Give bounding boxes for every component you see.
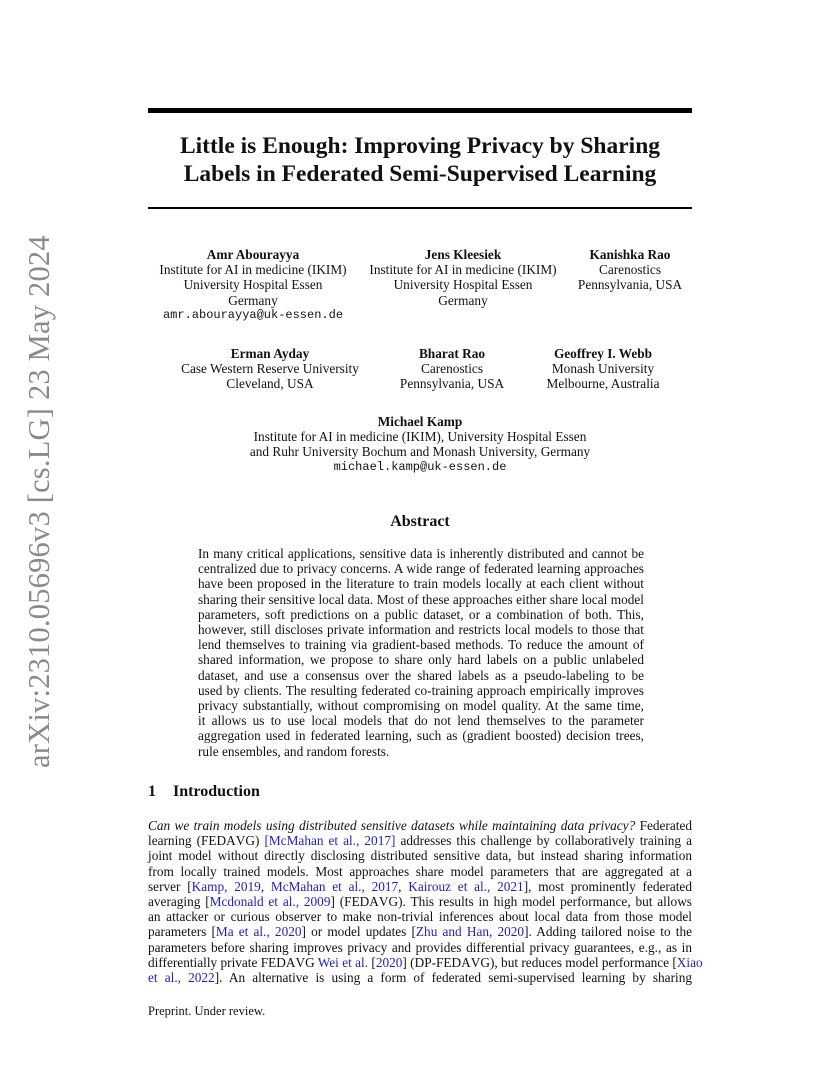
intro-text: ). This results in high model performance, but allows	[398, 894, 692, 910]
intro-text: server [	[148, 878, 192, 894]
abstract-line: aggregation used in federated learning, such as (gradient boosted) decision trees,	[198, 728, 644, 744]
intro-line: an attacker or curious observer to make non-trivial inferences about local data from those model	[148, 909, 692, 925]
intro-text: ] (DP-F	[402, 954, 444, 970]
author-affiliation: University Hospital Essen	[393, 277, 533, 293]
author-block	[538, 346, 668, 392]
intro-text: ] or model updates [	[301, 924, 416, 940]
author-block	[365, 247, 561, 308]
abstract-line: sharing their sensitive local data. Most of these approaches either share local model	[198, 591, 644, 607]
title-line-1: Little is Enough: Improving Privacy by Sharing	[179, 133, 661, 159]
intro-text: A	[461, 954, 471, 970]
intro-text: A	[226, 833, 236, 849]
title-rule-bottom	[148, 207, 692, 209]
intro-line	[148, 894, 692, 909]
intro-line	[148, 833, 692, 848]
author-affiliation: Germany	[438, 292, 488, 308]
abstract-line: lend themselves to training via gradient-based methods. To reduce the amount of	[198, 637, 644, 653]
author-affiliation: Cleveland, USA	[226, 376, 314, 392]
citation-link[interactable]: 2020	[375, 954, 403, 970]
intro-line	[148, 970, 692, 985]
intro-text: VG	[235, 833, 255, 849]
section-heading	[148, 783, 260, 801]
abstract-line: privacy substantially, without compromising on model quality. At the same time,	[198, 698, 644, 714]
author-affiliation: Melbourne, Australia	[546, 376, 660, 392]
intro-text: VG	[378, 894, 399, 910]
author-affiliation: Institute for AI in medicine (IKIM), University Hospital Essen	[253, 429, 587, 445]
abstract-line: used by clients. The resulting federated co-training approach empirically improves	[198, 682, 644, 698]
intro-text: ] (F	[330, 894, 352, 910]
author-affiliation: Carenostics	[598, 262, 662, 278]
intro-text: ]. Adding tailored noise to the	[524, 924, 692, 940]
author-affiliation: Institute for AI in medicine (IKIM)	[159, 262, 347, 278]
intro-line: from locally trained models. Most approaches share model parameters that are aggregated at a	[148, 863, 692, 879]
intro-line: parameters before sharing improves privacy and provides differential privacy guarantees, e.g., as in	[148, 939, 692, 955]
arxiv-stamp[interactable]: arXiv:2310.05696v3 [cs.LG] 23 May 2024	[22, 235, 56, 768]
author-name: Kanishka Rao	[589, 247, 671, 262]
abstract-line: In many critical applications, sensitive data is inherently distributed and cannot be	[198, 546, 644, 561]
intro-line	[148, 879, 692, 894]
author-block	[570, 247, 690, 293]
abstract-line: centralized due to privacy concerns. A wide range of federated learning approaches	[198, 561, 644, 577]
author-email[interactable]: amr.abourayya@uk-essen.de	[162, 307, 344, 322]
intro-body	[148, 818, 703, 986]
intro-text: differentially private F	[148, 954, 269, 970]
citation-link[interactable]: Wei et al.	[317, 954, 369, 970]
title-rule-top	[148, 108, 692, 113]
intro-text: ED	[443, 954, 462, 970]
citation-link[interactable]: Kairouz et al., 2021	[408, 878, 524, 894]
intro-text: ED	[268, 954, 286, 970]
author-name: Michael Kamp	[377, 414, 463, 429]
author-affiliation: Institute for AI in medicine (IKIM)	[369, 262, 557, 278]
abstract-body	[198, 546, 644, 759]
title-line-2: Labels in Federated Semi-Supervised Learning	[183, 161, 657, 187]
citation-link[interactable]: [McMahan et al., 2017]	[264, 833, 396, 849]
paper-title	[148, 132, 692, 188]
abstract-line: parameters, soft predictions on a public dataset, or a combination of both. This,	[198, 606, 644, 622]
intro-text: ,	[398, 878, 409, 894]
section-title: Introduction	[173, 783, 260, 800]
intro-line	[148, 818, 692, 833]
intro-text: VG	[470, 954, 490, 970]
author-email[interactable]: michael.kamp@uk-essen.de	[333, 459, 507, 474]
author-affiliation: Pennsylvania, USA	[577, 277, 683, 293]
author-affiliation: and Ruhr University Bochum and Monash University, Germany	[249, 444, 591, 460]
abstract-line: dataset, and use a consensus over the shared labels as a pseudo-labeling to be	[198, 667, 644, 683]
author-block	[172, 346, 368, 392]
abstract-line: it allows us to use local models that do not lend themselves to the parameter	[198, 713, 644, 729]
intro-text: ]. An alternative is using a form of federated semi-supervised learning by sharing	[214, 970, 692, 986]
citation-link[interactable]: Mcdonald et al., 2009	[209, 894, 331, 910]
citation-link[interactable]: Kamp, 2019	[191, 878, 261, 894]
intro-text: ED	[208, 833, 227, 849]
citation-link[interactable]: Xiao	[676, 954, 703, 970]
author-affiliation: Monash University	[551, 361, 655, 377]
citation-link[interactable]: Zhu and Han, 2020	[415, 924, 525, 940]
intro-text: addresses this challenge by collaboratively training a	[395, 833, 692, 849]
abstract-line: have been proposed in the literature to train models locally at each client without	[198, 576, 644, 592]
section-number: 1	[148, 783, 156, 800]
abstract-heading: Abstract	[390, 513, 450, 530]
footer-note: Preprint. Under review.	[148, 1004, 266, 1018]
intro-text: Federated	[635, 818, 693, 833]
intro-line: joint model without directly disclosing distributed sensitive data, but instead sharing information	[148, 848, 692, 864]
abstract-line: shared information, we propose to share only hard labels on a public unlabeled	[198, 652, 644, 668]
intro-line	[148, 954, 703, 970]
author-name: Amr Abourayya	[206, 247, 300, 262]
citation-link[interactable]: Ma et al., 2020	[215, 924, 302, 940]
intro-text: [	[368, 954, 376, 970]
research-question: Can we train models using distributed sensitive datasets while maintaining data privacy?	[148, 818, 636, 833]
intro-text: ], most prominently federated	[523, 878, 692, 894]
author-name: Erman Ayday	[230, 346, 310, 361]
intro-text: ), but reduces model performance [	[489, 954, 677, 970]
intro-text: parameters [	[148, 924, 216, 940]
author-block	[220, 414, 620, 475]
author-affiliation: Germany	[228, 292, 278, 308]
author-name: Bharat Rao	[418, 346, 486, 361]
intro-text: learning (F	[148, 833, 209, 849]
abstract-line: rule ensembles, and random forests.	[198, 743, 390, 759]
intro-text: averaging [	[148, 894, 210, 910]
author-block	[155, 247, 351, 323]
author-name: Geoffrey I. Webb	[553, 346, 653, 361]
intro-text: A	[285, 954, 296, 970]
author-block	[392, 346, 512, 392]
intro-text: ED	[351, 894, 370, 910]
abstract-line: however, still discloses private information and restricts local models to those that	[198, 622, 644, 638]
citation-link[interactable]: McMahan et al., 2017	[270, 878, 399, 894]
author-affiliation: University Hospital Essen	[183, 277, 323, 293]
intro-line	[148, 924, 692, 939]
intro-text: )	[254, 833, 265, 849]
intro-text: VG	[295, 954, 315, 970]
author-affiliation: Carenostics	[420, 361, 484, 377]
author-name: Jens Kleesiek	[424, 247, 502, 262]
intro-text: ,	[260, 878, 271, 894]
author-affiliation: Pennsylvania, USA	[399, 376, 505, 392]
citation-link[interactable]: et al., 2022	[148, 970, 215, 986]
intro-text: A	[369, 894, 379, 910]
author-affiliation: Case Western Reserve University	[181, 361, 359, 377]
